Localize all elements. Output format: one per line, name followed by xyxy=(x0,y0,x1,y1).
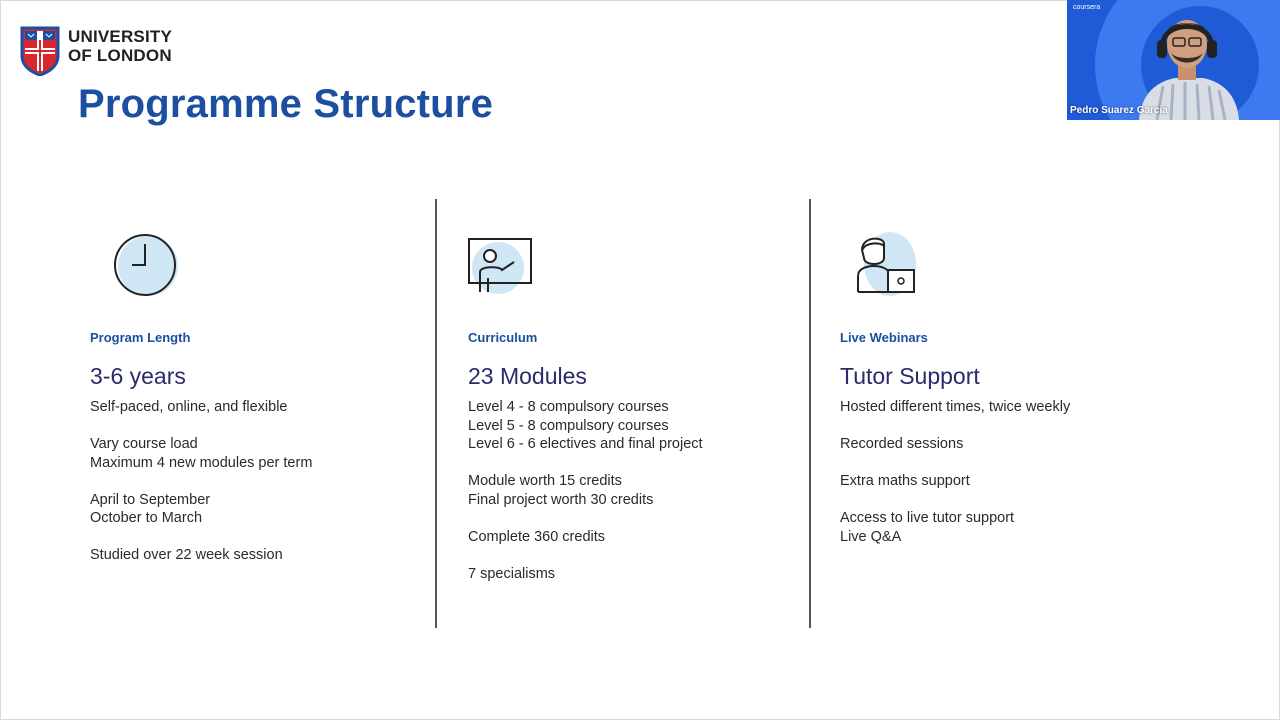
university-logo xyxy=(20,26,172,76)
logo-line-1: UNIVERSITY xyxy=(68,27,173,46)
teacher-board-icon xyxy=(468,228,548,300)
column-heading: 3-6 years xyxy=(90,363,186,389)
presenter-video-tile[interactable] xyxy=(1067,0,1280,120)
info-group xyxy=(90,546,410,565)
info-line: Vary course load xyxy=(90,436,198,452)
shield-crest-icon xyxy=(20,26,60,76)
info-group xyxy=(468,398,788,454)
video-brand: coursera xyxy=(1073,4,1101,11)
info-line: Complete 360 credits xyxy=(468,528,606,545)
presenter-name: Pedro Suarez Garcia xyxy=(1070,105,1168,116)
page-title: Programme Structure xyxy=(78,82,494,126)
program-length-column xyxy=(90,228,410,583)
column-heading: Tutor Support xyxy=(840,363,980,389)
column-list xyxy=(840,398,1160,546)
logo-line-2: OF LONDON xyxy=(68,46,172,65)
column-heading: 23 Modules xyxy=(468,363,587,389)
info-line: Level 5 - 8 compulsory courses xyxy=(468,417,669,434)
column-list xyxy=(90,398,410,565)
info-line: Recorded sessions xyxy=(840,436,964,452)
info-line: Hosted different times, twice weekly xyxy=(840,399,1071,415)
info-line: October to March xyxy=(90,510,203,526)
info-group xyxy=(90,435,410,472)
info-line: 7 specialisms xyxy=(468,565,556,582)
info-group xyxy=(468,565,788,584)
info-line: Live Q&A xyxy=(840,528,902,545)
info-line: Final project worth 30 credits xyxy=(468,491,654,508)
column-label: Curriculum xyxy=(468,330,538,345)
column-label: Program Length xyxy=(90,330,191,345)
info-line: Self-paced, online, and flexible xyxy=(90,399,288,415)
column-divider-1 xyxy=(435,199,437,628)
info-group xyxy=(90,398,410,417)
column-list xyxy=(468,398,788,583)
live-webinars-column xyxy=(840,228,1160,565)
clock-icon xyxy=(110,228,190,300)
column-divider-2 xyxy=(809,199,811,628)
tutor-laptop-icon xyxy=(854,228,934,300)
curriculum-column xyxy=(468,228,788,602)
info-line: Level 6 - 6 electives and final project xyxy=(468,436,703,452)
info-line: Maximum 4 new modules per term xyxy=(90,454,313,471)
info-group xyxy=(840,472,1160,491)
info-group xyxy=(840,435,1160,454)
info-line: Level 4 - 8 compulsory courses xyxy=(468,399,669,415)
info-line: Studied over 22 week session xyxy=(90,547,283,563)
info-line: Extra maths support xyxy=(840,473,970,489)
info-line: April to September xyxy=(90,491,211,508)
info-line: Access to live tutor support xyxy=(840,510,1015,526)
column-label: Live Webinars xyxy=(840,330,928,345)
info-group xyxy=(840,509,1160,546)
info-group xyxy=(90,491,410,528)
info-group xyxy=(468,472,788,509)
info-group xyxy=(468,528,788,547)
info-group xyxy=(840,398,1160,417)
presenter-avatar xyxy=(1067,0,1280,120)
info-line: Module worth 15 credits xyxy=(468,473,622,489)
